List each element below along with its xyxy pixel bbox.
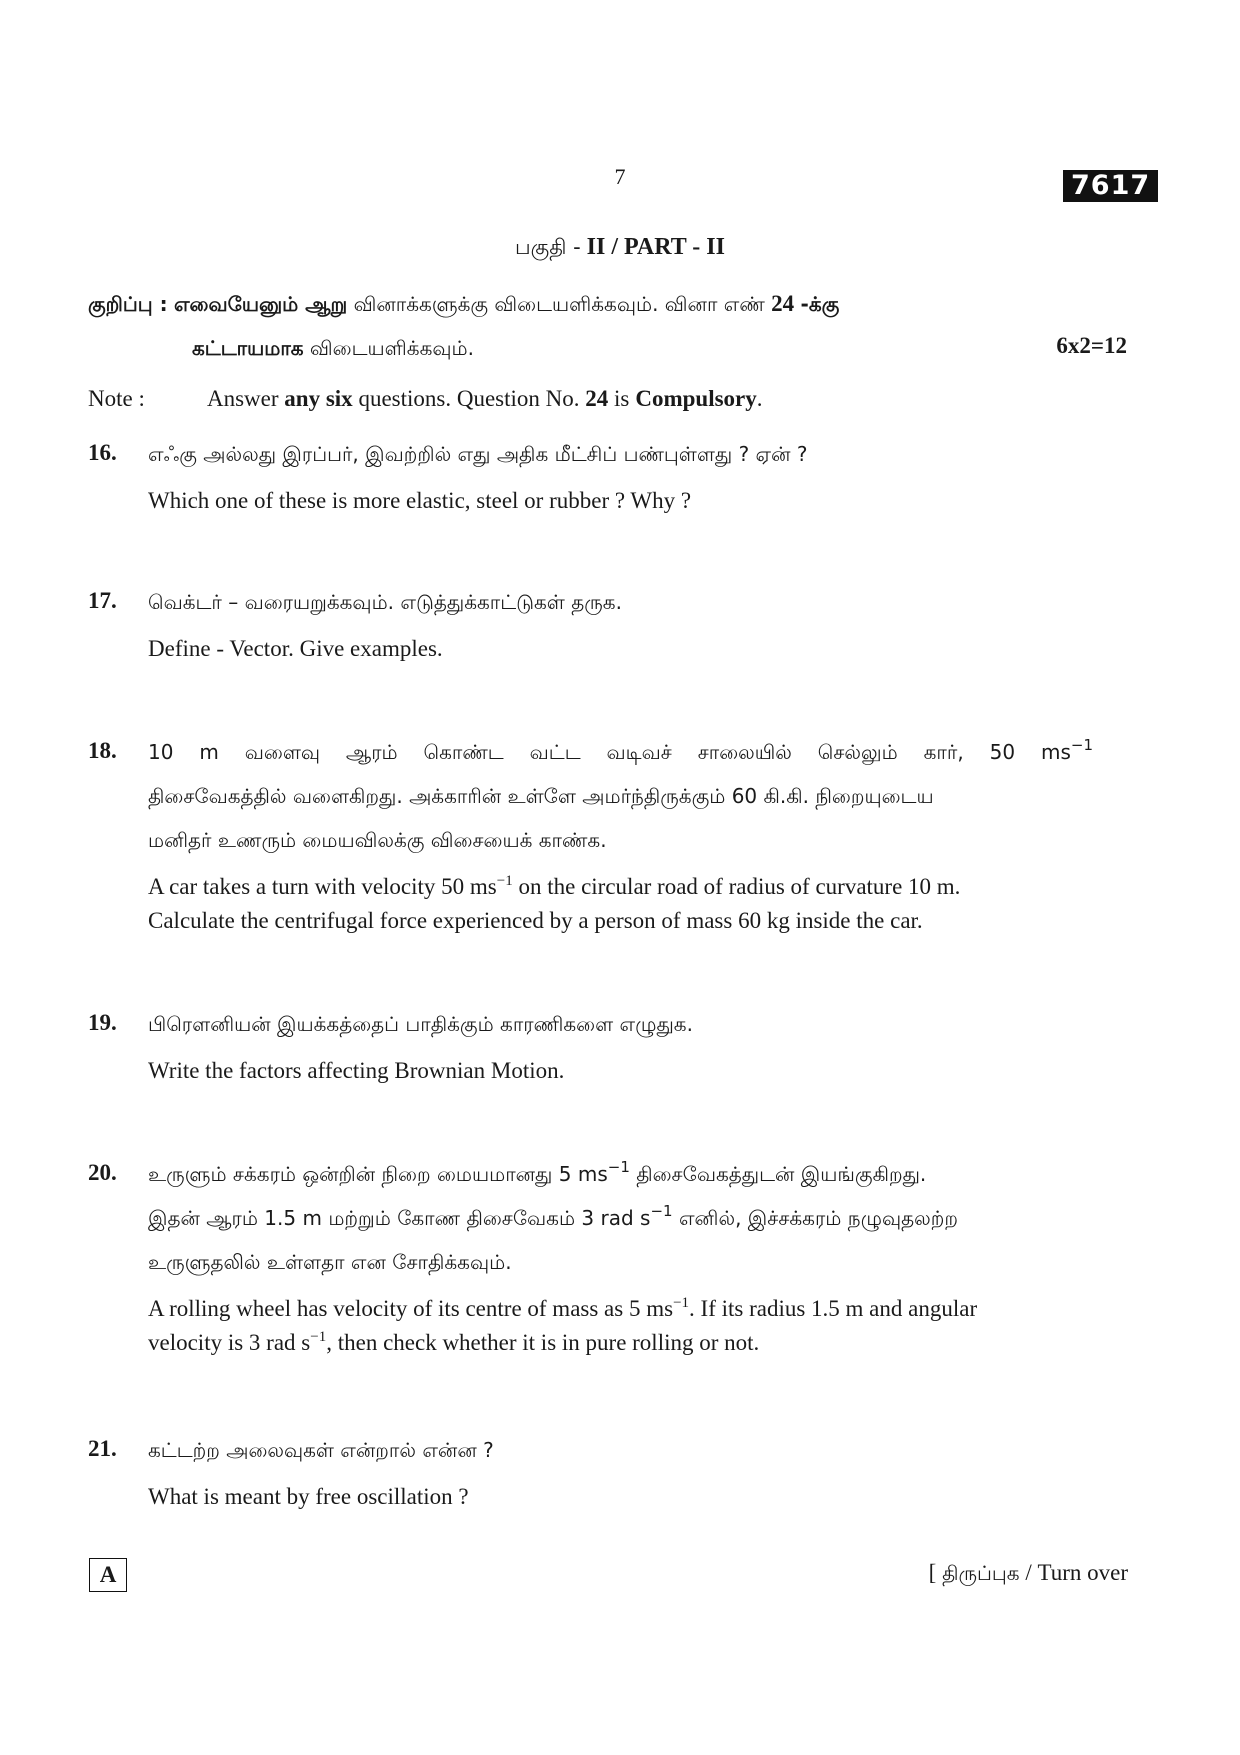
note-any-six: any six [284, 386, 353, 411]
superscript: −1 [1070, 736, 1093, 754]
turn-over-english: / Turn over [1025, 1560, 1128, 1585]
superscript: −1 [673, 1295, 690, 1311]
instruction-text-2: விடையளிக்கவும். [309, 336, 474, 360]
instruction-suffix: -க்கு [800, 292, 840, 316]
question-16-english: Which one of these is more elastic, steel or rubber ? Why ? [148, 488, 692, 513]
turn-over-tamil: திருப்புக [942, 1561, 1020, 1585]
text-run: A car takes a turn with velocity 50 ms [148, 874, 497, 899]
question-18-tamil-line2: திசைவேகத்தில் வளைகிறது. அக்காரின் உள்ளே அமர்ந்திருக்கும் 60 கி.கி. நிறையுடைய [148, 784, 934, 808]
instruction-tamil-line1 [88, 291, 839, 319]
instruction-text: வினாக்களுக்கு விடையளிக்கவும். வினா எண் [353, 292, 765, 316]
question-16-tamil: எஃகு அல்லது இரப்பர், இவற்றில் எது அதிக மீட்சிப் பண்புள்ளது ? ஏன் ? [148, 442, 808, 466]
part-title-tamil: பகுதி - [515, 235, 581, 259]
text-run: on the circular road of radius of curvature 10 m. [518, 874, 961, 899]
text-run: திசைவேகத்துடன் இயங்குகிறது. [636, 1162, 927, 1186]
question-number: 17. [88, 588, 117, 613]
set-letter-box: A [89, 1558, 127, 1592]
bracket: [ [928, 1560, 937, 1585]
text-run: , then check whether it is in pure rolling or not. [326, 1330, 760, 1355]
paper-code-badge: 7617 [1063, 170, 1158, 202]
question-20-english-line2 [148, 1330, 759, 1356]
note-part: questions. Question No. [358, 386, 580, 411]
note-text [207, 386, 763, 412]
question-18-english-line2: Calculate the centrifugal force experienced by a person of mass 60 kg inside the car. [148, 908, 923, 933]
instruction-compulsory: கட்டாயமாக [192, 336, 304, 360]
note-question-number: 24 [585, 386, 609, 411]
part-title-english: II / PART - II [586, 234, 725, 260]
text-run: இதன் ஆரம் 1.5 m மற்றும் கோண திசைவேகம் 3 rad s [148, 1206, 651, 1230]
instruction-any-six: எவையேனும் ஆறு [173, 292, 348, 316]
question-17-tamil: வெக்டர் – வரையறுக்கவும். எடுத்துக்காட்டுகள் தருக. [148, 590, 622, 614]
question-number: 18. [88, 738, 117, 763]
compulsory-question-number: 24 [771, 291, 795, 316]
superscript: −1 [607, 1158, 630, 1176]
question-19-tamil: பிரௌனியன் இயக்கத்தைப் பாதிக்கும் காரணிகளை எழுதுக. [148, 1012, 693, 1036]
superscript: −1 [650, 1202, 673, 1220]
question-18-english-line1 [148, 874, 960, 900]
question-number: 21. [88, 1436, 117, 1461]
note-label: Note : [88, 386, 145, 411]
question-17-english: Define - Vector. Give examples. [148, 636, 443, 661]
question-number: 16. [88, 440, 117, 465]
question-20-tamil-line1 [148, 1158, 927, 1189]
question-20-tamil-line2 [148, 1202, 958, 1233]
question-19-english: Write the factors affecting Brownian Motion. [148, 1058, 565, 1083]
text-run: 10 m வளைவு ஆரம் கொண்ட வட்ட வடிவச் சாலையில் செல்லும் கார், 50 ms [148, 740, 1071, 764]
text-run: A rolling wheel has velocity of its centre of mass as 5 ms [148, 1296, 674, 1321]
text-run: உருளும் சக்கரம் ஒன்றின் நிறை மையமானது 5 ms [148, 1162, 608, 1186]
text-run: எனில், இச்சக்கரம் நழுவுதலற்ற [678, 1206, 958, 1230]
superscript: −1 [310, 1329, 327, 1345]
question-20-english-line1 [148, 1296, 977, 1322]
turn-over-note [929, 1560, 1128, 1588]
marks-allocation: 6x2=12 [1056, 333, 1127, 358]
text-run: . If its radius 1.5 m and angular [689, 1296, 978, 1321]
note-part: is [614, 386, 630, 411]
note-part: Answer [207, 386, 279, 411]
part-title [0, 234, 1240, 262]
question-21-english: What is meant by free oscillation ? [148, 1484, 469, 1509]
note-period: . [756, 386, 763, 411]
page-number: 7 [614, 164, 626, 189]
question-18-tamil-line1 [148, 736, 1093, 767]
superscript: −1 [496, 873, 513, 889]
question-number: 19. [88, 1010, 117, 1035]
question-18-tamil-line3: மனிதர் உணரும் மையவிலக்கு விசையைக் காண்க. [148, 828, 607, 852]
question-number: 20. [88, 1160, 117, 1185]
instruction-label: குறிப்பு : [88, 292, 168, 316]
note-compulsory: Compulsory [635, 386, 757, 411]
text-run: velocity is 3 rad s [148, 1330, 311, 1355]
question-21-tamil: கட்டற்ற அலைவுகள் என்றால் என்ன ? [148, 1438, 494, 1462]
instruction-tamil-line2 [192, 336, 474, 363]
question-20-tamil-line3: உருளுதலில் உள்ளதா என சோதிக்கவும். [148, 1250, 512, 1274]
